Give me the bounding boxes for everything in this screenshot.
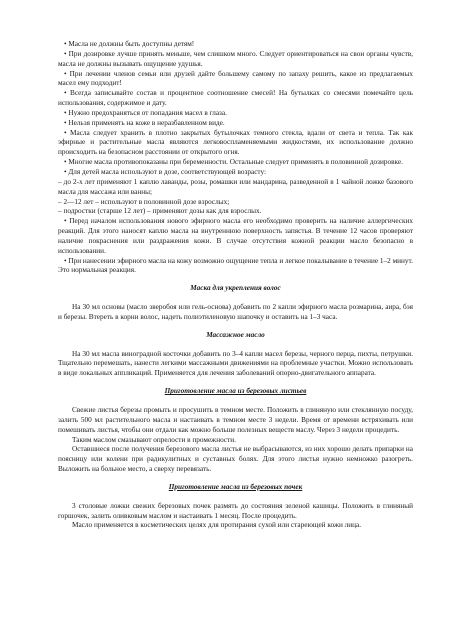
bullet-paragraph: • При лечении членов семьи или друзей дайте большему самому по запаху решить, какое из предлагаемых масел ему подходит! [58, 69, 413, 88]
bullet-paragraph: • Всегда записывайте состав и процентное соотношение смесей! На бутылках со смесями помечайте цель использования, содержимое и дату. [58, 89, 413, 108]
body-paragraph: На 30 мл масла виноградной косточки добавить по 3–4 капли масел березы, черного перца, пихты, петрушки. Тщательно перемешать, нанести легкими массажными движениями на проблемные участки. Можно использовать в виде локальных аппликаций. Применяется для лечения заболеваний опорно-двигательного аппарата. [58, 349, 413, 378]
body-paragraph: На 30 мл основы (масло зверобоя или гель-основа) добавить по 2 капли эфирного масла розмарина, аира, бэя и березы. Втереть в корни волос, надеть полиэтиленовую шапочку и оставить на 1–3 часа. [58, 303, 413, 321]
dash-item: – 2—12 лет – используют в половинной дозе взрослых; [58, 197, 230, 206]
section-heading: Массажное масло [206, 330, 265, 339]
bullet-paragraph: • При дозировке лучше принять меньше, чем слишком много. Следует ориентироваться на свои органы чувств, масла не должны вызывать ощущение удушья. [58, 49, 413, 68]
body-paragraph: Оставшиеся после получения березового масла листья не выбрасываются, из них хорошо делать припарки на поясницу или колени при радикулитных и суставных болях. Для этого листья нужно немножко разогреть. Выложить на больное место, а сверху перевязать. [58, 445, 413, 474]
section-heading: Маска для укрепления волос [190, 284, 281, 293]
bullet-paragraph: • Нельзя применять на коже в неразбавленном виде. [64, 118, 225, 127]
bullet-paragraph: • Нужно предохраняться от попадания масел в глаза. [64, 108, 227, 117]
body-paragraph: Масло применяется в косметических целях для протирания сухой или стареющей кожи лица. [72, 521, 362, 530]
dash-item: – до 2-х лет применяют 1 каплю лаванды, розы, ромашки или мандарина, разведенной в 1 чайной ложке базового масла для массажа или ванны; [58, 177, 413, 196]
bullet-paragraph: • При нанесении эфирного масла на кожу возможно ощущение тепла и легкое покалывание в течение 1–2 минут. Это нормальная реакция. [58, 256, 413, 275]
bullet-paragraph: • Масла не должны быть доступны детям! [64, 40, 195, 48]
dash-item: – подростки (старше 12 лет) – применяют дозы как для взрослых. [58, 207, 262, 216]
bullet-paragraph: • Перед началом использования нового эфирного масла его необходимо проверить на наличие аллергических реакций. Для этого наносят каплю масла на внутреннюю поверхность запястья. В течение 12 часов проверяют наличие покраснения или раздражения кожи. В случае отсутствия кожной реакции масло безопасно в использовании. [58, 217, 413, 255]
body-paragraph: 3 столовые ложки свежих березовых почек размять до состояния зеленой кашицы. Положить в глиняный горшочек, залить оливковым маслом и настаивать 1 месяц. После процедить. [58, 501, 413, 520]
body-paragraph: Свежие листья березы промыть и просушить в темном месте. Положить в глиняную или стеклянную посуду, залить 500 мл растительного масла и настаивать в темном месте 3 недели. Время от времени встряхивать или помешивать листья, чтобы они отдали как можно больше полезных веществ маслу. Через 3 недели процедить. [58, 406, 413, 434]
section-heading: Приготовление масла из березовых почек [168, 482, 303, 491]
body-paragraph: Таким маслом смазывают опрелости в промежности. [72, 435, 236, 444]
bullet-paragraph: • Масла следует хранить в плотно закрытых бутылочках темного стекла, вдали от света и тепла. Так как эфирные и растительные масла являются легковоспламеняемыми жидкостями, их использование должно происходить на безопасном расстоянии от открытого огня. [58, 128, 413, 157]
section-heading: Приготовление масла из березовых листьев [164, 387, 307, 396]
bullet-paragraph: • Для детей масла используют в дозе, соответствующей возрасту: [64, 167, 267, 176]
bullet-paragraph: • Многие масла противопоказаны при беременности. Остальные следует применять в половинной дозировке. [64, 158, 403, 167]
